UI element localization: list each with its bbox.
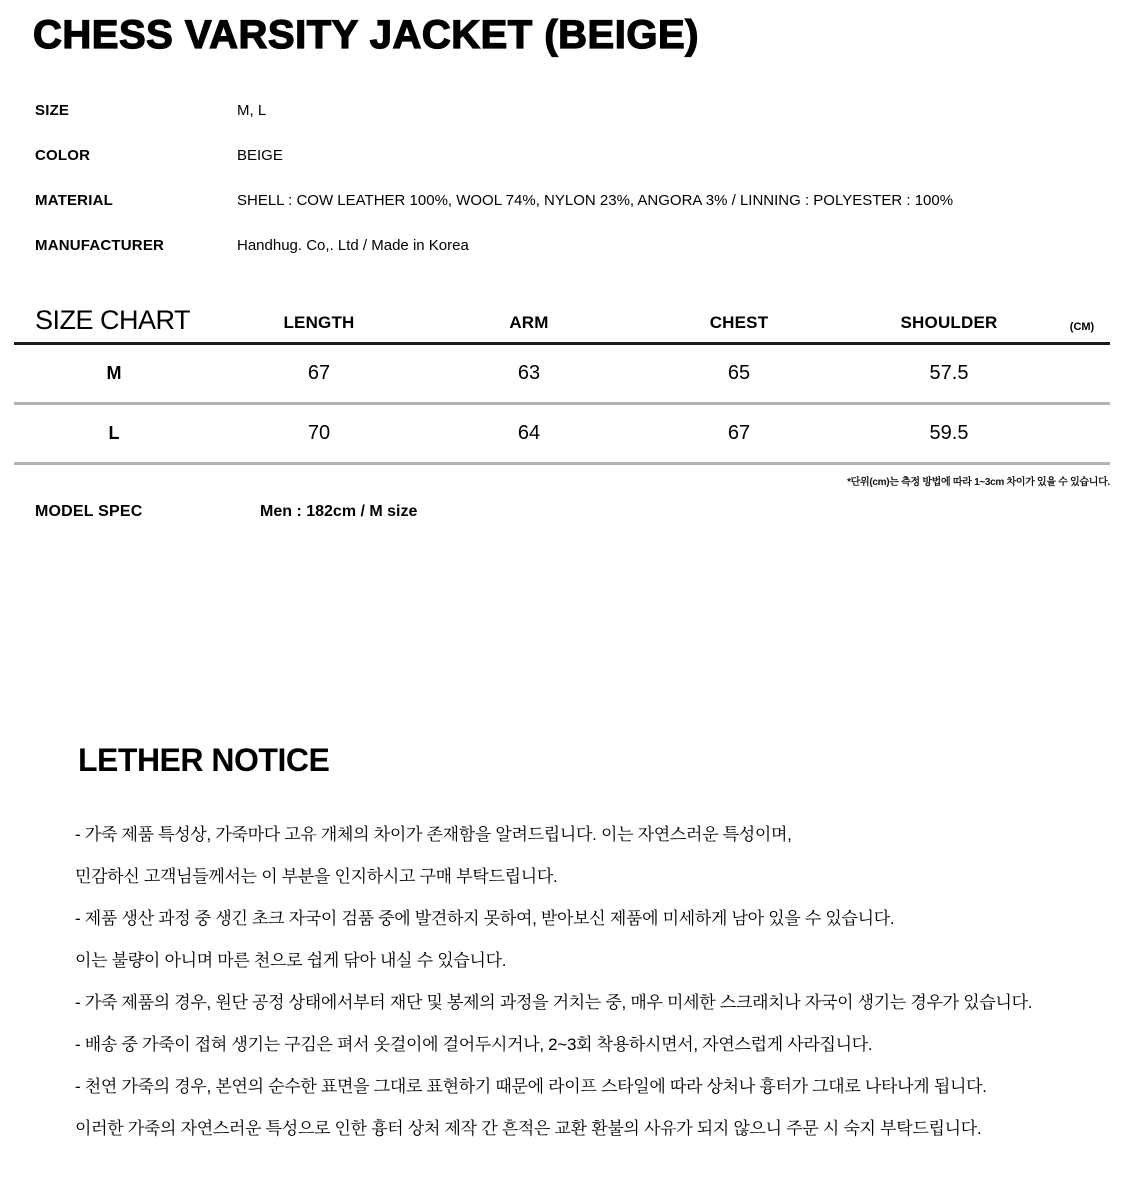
info-row-color [35,147,1125,165]
shoulder-cell: 57.5 [929,362,969,384]
notice-line: - 제품 생산 과정 중 생긴 초크 자국이 검품 중에 발견하지 못하여, 받아보신 제품에 미세하게 남아 있을 수 있습니다. [75,909,895,928]
column-header-chest: CHEST [709,313,769,332]
measurement-footnote: *단위(cm)는 측정 방법에 따라 1~3cm 차이가 있을 수 있습니다. [847,477,1110,488]
size-chart-heading: SIZE CHART [35,305,191,335]
notice-heading: LETHER NOTICE [78,742,330,778]
notice-line: - 가죽 제품의 경우, 원단 공정 상태에서부터 재단 및 봉제의 과정을 거치는 중, 매우 미세한 스크래치나 자국이 생기는 경우가 있습니다. [75,993,1033,1012]
model-spec-value: Men : 182cm / M size [260,503,418,520]
chest-cell: 65 [727,362,751,384]
unit-label: (CM) [1069,321,1095,333]
info-label-size: SIZE [35,102,70,119]
info-value-size: M, L [237,102,267,119]
table-row-l [14,405,1110,465]
shoulder-cell: 59.5 [929,422,969,444]
notice-line: 민감하신 고객님들께서는 이 부분을 인지하시고 구매 부탁드립니다. [75,867,558,886]
info-row-size [35,102,1125,120]
size-cell: L [108,423,120,443]
size-chart [14,305,1110,522]
notice-line: 이는 불량이 아니며 마른 천으로 쉽게 닦아 내실 수 있습니다. [75,951,507,970]
info-row-material [35,192,1125,210]
info-label-manufacturer: MANUFACTURER [35,237,165,254]
info-value-material: SHELL : COW LEATHER 100%, WOOL 74%, NYLON 23%, ANGORA 3% / LINNING : POLYESTER : 100% [237,192,954,209]
length-cell: 70 [307,422,331,444]
page-title: CHESS VARSITY JACKET (BEIGE) [33,13,699,57]
column-header-arm: ARM [509,313,549,332]
size-cell: M [106,363,122,383]
notice-line: - 가죽 제품 특성상, 가죽마다 고유 개체의 차이가 존재함을 알려드립니다. 이는 자연스러운 특성이며, [75,825,792,844]
column-header-shoulder: SHOULDER [900,313,998,332]
info-label-material: MATERIAL [35,192,113,209]
model-spec-row [35,502,1110,522]
table-row-m [14,345,1110,405]
model-spec-label: MODEL SPEC [35,503,143,520]
info-value-color: BEIGE [237,147,283,164]
arm-cell: 63 [517,362,541,384]
info-row-manufacturer [35,237,1125,255]
leather-notice-section [0,742,1125,1150]
chest-cell: 67 [727,422,751,444]
length-cell: 67 [307,362,331,384]
notice-line: - 배송 중 가죽이 접혀 생기는 구김은 펴서 옷걸이에 걸어두시거나, 2~3회 착용하시면서, 자연스럽게 사라집니다. [75,1035,873,1054]
size-chart-header [14,305,1110,345]
arm-cell: 64 [517,422,541,444]
notice-line: 이러한 가죽의 자연스러운 특성으로 인한 흉터 상처 제작 간 흔적은 교환 환불의 사유가 되지 않으니 주문 시 숙지 부탁드립니다. [75,1119,982,1138]
notice-body [75,814,1085,1150]
info-value-manufacturer: Handhug. Co,. Ltd / Made in Korea [237,237,469,254]
product-info-table [35,102,1125,255]
column-header-length: LENGTH [283,313,355,332]
info-label-color: COLOR [35,147,91,164]
notice-line: - 천연 가죽의 경우, 본연의 순수한 표면을 그대로 표현하기 때문에 라이프 스타일에 따라 상처나 흉터가 그대로 나타나게 됩니다. [75,1077,987,1096]
